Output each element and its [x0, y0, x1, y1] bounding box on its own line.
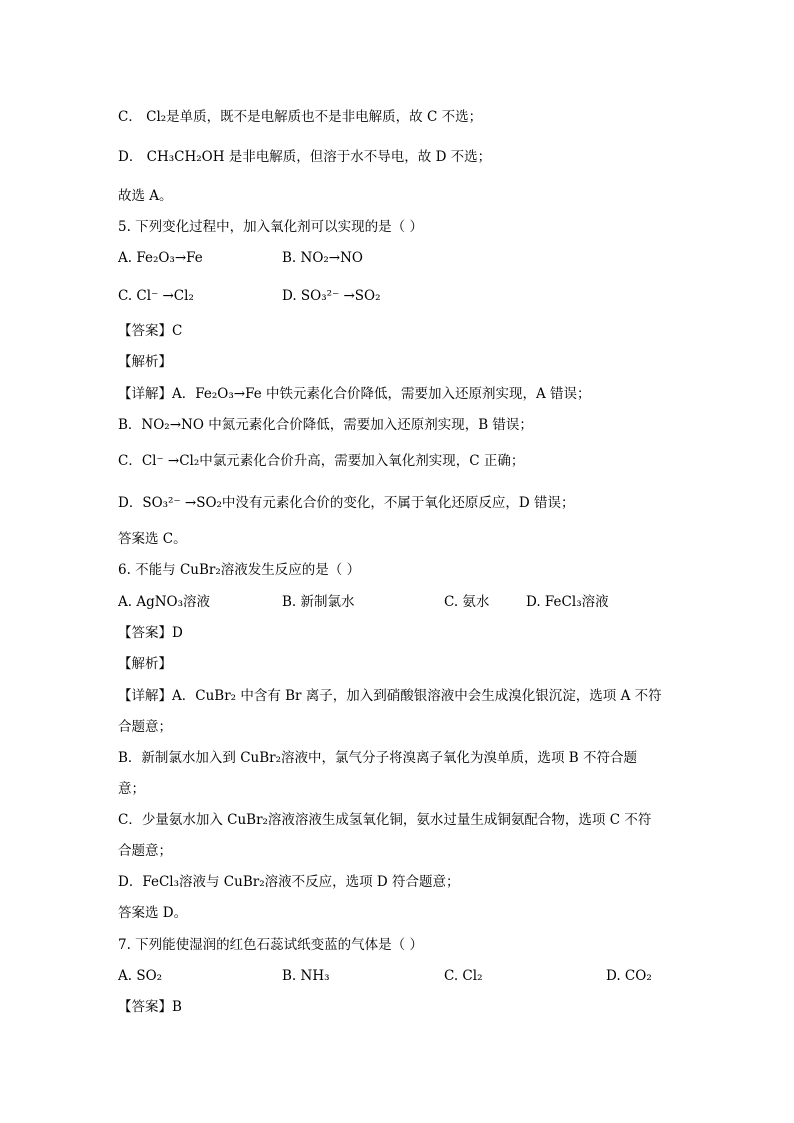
explanation-line: B．新制氯水加入到 CuBr₂溶液中，氯气分子将溴离子氧化为溴单质，选项 B 不符合题 [118, 750, 638, 766]
question-5: 5. 下列变化过程中，加入氧化剂可以实现的是（ ） [118, 219, 423, 235]
option-a: A. AgNO₃溶液 [118, 594, 211, 610]
option-b: B. NO₂→NO [282, 250, 363, 266]
option-b: B. NH₃ [282, 968, 330, 984]
option-d: D. CO₂ [606, 968, 652, 984]
option-a: A. Fe₂O₃→Fe [118, 250, 203, 266]
question-7: 7. 下列能使湿润的红色石蕊试纸变蓝的气体是（ ） [118, 937, 423, 953]
explanation-conclusion: 答案选 C。 [118, 531, 187, 547]
option-b: B. 新制氯水 [282, 594, 355, 610]
option-d: D. FeCl₃溶液 [526, 594, 609, 610]
explanation-line: C．少量氨水加入 CuBr₂溶液溶液生成氢氧化铜，氨水过量生成铜氨配合物，选项 C 不符 [118, 812, 652, 828]
text-line-c-cl2: C． Cl₂是单质，既不是电解质也不是非电解质，故 C 不选； [118, 109, 483, 125]
question-6: 6. 不能与 CuBr₂溶液发生反应的是（ ） [118, 562, 361, 578]
explanation-line: 意； [118, 781, 145, 797]
answer-label: 【答案】C [118, 323, 183, 339]
explanation-line: D．FeCl₃溶液与 CuBr₂溶液不反应，选项 D 符合题意； [118, 874, 460, 890]
option-c: C. Cl⁻ →Cl₂ [118, 288, 194, 304]
explanation-line: 【详解】A．Fe₂O₃→Fe 中铁元素化合价降低，需要加入还原剂实现，A 错误； [118, 386, 591, 402]
explanation-line: 合题意； [118, 843, 172, 859]
option-a: A. SO₂ [118, 968, 163, 984]
explanation-conclusion: 答案选 D。 [118, 905, 188, 921]
answer-label: 【答案】D [118, 625, 183, 641]
explanation-line: D．SO₃²⁻ →SO₂中没有元素化合价的变化，不属于氧化还原反应，D 错误； [118, 495, 575, 511]
explanation-line: 【详解】A．CuBr₂ 中含有 Br 离子，加入到硝酸银溶液中会生成溴化银沉淀，选项 A 不符 [118, 688, 662, 704]
analysis-label: 【解析】 [118, 354, 172, 370]
text-line-conclusion-a: 故选 A。 [118, 188, 173, 204]
option-d: D. SO₃²⁻ →SO₂ [282, 288, 381, 304]
explanation-line: 合题意； [118, 719, 172, 735]
explanation-line: C．Cl⁻ →Cl₂中氯元素化合价升高，需要加入氧化剂实现，C 正确； [118, 453, 525, 469]
option-c: C. Cl₂ [444, 968, 483, 984]
explanation-line: B．NO₂→NO 中氮元素化合价降低，需要加入还原剂实现，B 错误； [118, 417, 533, 433]
text-line-d-ethanol: D． CH₃CH₂OH 是非电解质，但溶于水不导电，故 D 不选； [118, 149, 492, 165]
option-c: C. 氨水 [444, 594, 490, 610]
answer-label: 【答案】B [118, 999, 182, 1015]
analysis-label: 【解析】 [118, 656, 172, 672]
